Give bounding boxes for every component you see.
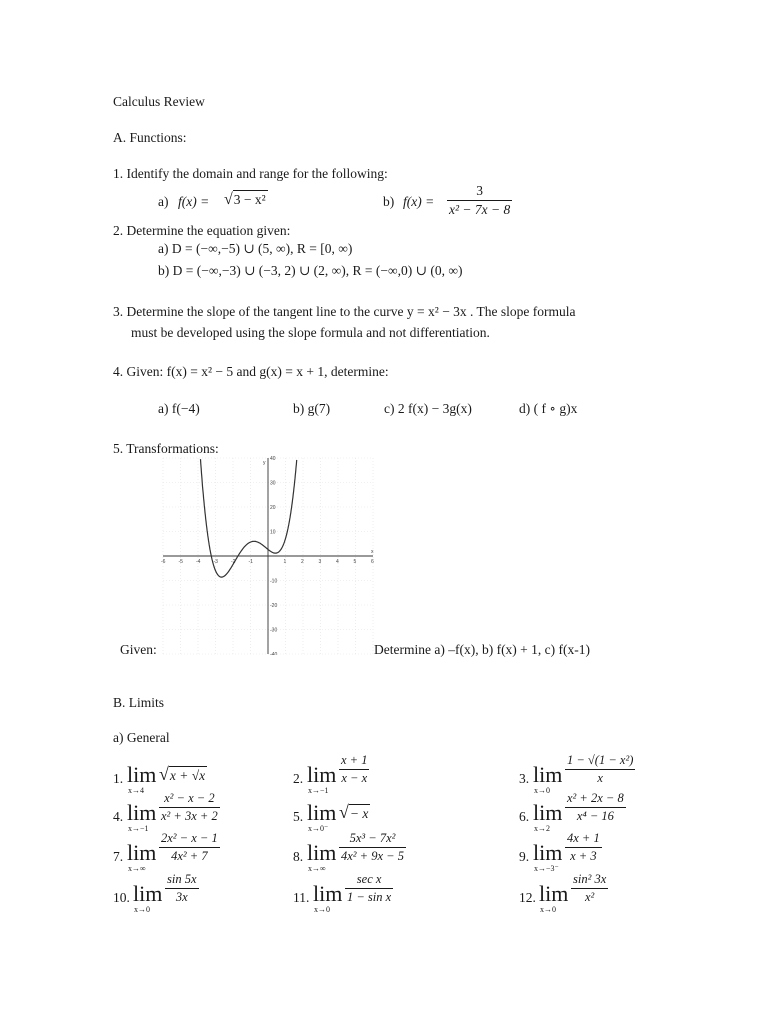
limit-fraction [565,792,626,822]
limit-fraction [159,832,220,862]
q3-line2: must be developed using the slope formula and not differentiation. [131,325,490,340]
y-tick-label: 20 [270,505,276,511]
x-tick-label: -5 [178,559,183,565]
q1-prompt: 1. Identify the domain and range for the following: [113,166,388,181]
x-axis-label: x [371,549,374,555]
numerator: x² + 2x − 8 [567,791,624,805]
q2-prompt: 2. Determine the equation given: [113,223,291,238]
q1b-expression: f(x) = [403,194,435,209]
denominator: 4x² + 9x − 5 [341,848,404,863]
denominator: x − x [341,770,368,785]
problem-number: 8. [293,849,304,864]
problem-number: 9. [519,849,530,864]
x-tick-label: -4 [196,559,201,565]
q4d-text: d) ( f ∘ g)x [519,401,578,416]
problem-number: 6. [519,809,530,824]
q2a-text: a) D = (−∞,−5) ∪ (5, ∞), R = [0, ∞) [158,241,353,256]
x-tick-label: 3 [318,559,322,565]
limit-fraction [339,754,369,784]
y-tick-label: -30 [270,627,278,634]
lim-operator: lim x→∞ [307,840,337,873]
numerator: 2x² − x − 1 [161,831,218,845]
limit-fraction [159,792,220,822]
problem-number: 4. [113,809,124,824]
section-b-heading: B. Limits [113,695,165,710]
q5-given-label: Given: [120,642,157,657]
q1b-fraction: 3 x² − 7x − 8 [449,183,511,217]
lim-operator: lim x→∞ [127,840,157,873]
problem-number: 7. [113,849,124,864]
limit-fraction [571,873,608,903]
q4-prompt: 4. Given: f(x) = x² − 5 and g(x) = x + 1, determine: [113,364,389,379]
y-tick-label: 30 [270,480,276,487]
problem-number: 11. [293,890,310,905]
problem-number: 5. [293,809,304,824]
y-tick-label: 40 [270,456,276,462]
q2b-text: b) D = (−∞,−3) ∪ (−3, 2) ∪ (2, ∞), R = (−∞,0) ∪ (0, ∞) [158,263,463,278]
limit-fraction [565,754,635,784]
lim-operator: lim x→0 [533,762,563,795]
problem-number: 10. [113,890,130,905]
numerator: sin² 3x [573,872,607,886]
x-tick-label: 4 [336,559,339,565]
lim-operator: lim x→0 [133,881,163,914]
x-tick-label: -6 [161,559,166,565]
x-tick-label: 1 [283,559,287,565]
q1a-radical: √3 − x² [224,191,266,208]
y-tick-label: 10 [270,529,276,536]
q1a-label: a) [158,194,169,209]
q1b-label: b) [383,194,395,209]
limit-radical: √x + √x [159,764,206,784]
limit-fraction [565,832,602,862]
lim-operator: lim x→−1 [307,762,337,795]
numerator: 4x + 1 [567,831,600,845]
lim-operator: lim x→0⁻ [307,800,337,833]
x-tick-label: -2 [231,559,236,565]
lim-operator: lim x→−3⁻ [533,840,563,873]
q4c-text: c) 2 f(x) − 3g(x) [384,401,472,416]
page-title: Calculus Review [113,94,205,109]
denominator: 1 − sin x [347,889,392,904]
q5-prompt: 5. Transformations: [113,441,219,456]
denominator: 4x² + 7 [171,848,208,863]
denominator: x⁴ − 16 [576,808,614,823]
y-axis-label: y [263,460,266,466]
lim-operator: lim x→−1 [127,800,157,833]
denominator: x [597,770,603,785]
q4a-text: a) f(−4) [158,401,200,416]
limit-fraction [339,832,406,862]
problem-number: 1. [113,771,124,786]
problem-number: 12. [519,890,536,905]
limit-radical: √− x [339,802,369,822]
lim-operator: lim x→4 [127,762,157,795]
transformation-graph [160,455,380,655]
y-tick-label: -40 [270,652,278,655]
limit-fraction [345,873,393,903]
q5-determine-text: Determine a) –f(x), b) f(x) + 1, c) f(x-1) [374,642,591,657]
x-tick-label: 2 [301,559,304,565]
numerator: sec x [356,872,382,886]
x-tick-label: -1 [248,559,253,565]
numerator: sin 5x [167,872,197,886]
y-tick-label: -10 [270,578,278,585]
x-tick-label: 6 [371,559,374,565]
lim-operator: lim x→0 [313,881,343,914]
numerator: x² − x − 2 [164,791,215,805]
denominator: x² + 3x + 2 [161,808,218,823]
numerator: x + 1 [341,753,368,767]
x-tick-label: -3 [213,559,218,565]
denominator: x² [584,889,595,904]
denominator: 3x [175,889,188,904]
numerator: 1 − √(1 − x²) [567,753,634,767]
limit-fraction [165,873,199,903]
y-tick-label: -20 [270,603,278,609]
q3-line1: 3. Determine the slope of the tangent line to the curve y = x² − 3x . The slope formula [113,304,576,319]
numerator: 5x³ − 7x² [349,831,396,845]
section-b-subheading: a) General [113,730,170,745]
section-a-heading: A. Functions: [113,130,187,145]
x-tick-label: 5 [353,559,357,565]
lim-operator: lim x→2 [533,800,563,833]
lim-operator: lim x→0 [539,881,569,914]
denominator: x + 3 [570,848,597,863]
q1a-expression: f(x) = [178,194,210,209]
problem-number: 2. [293,771,304,786]
problem-number: 3. [519,771,530,786]
q4b-text: b) g(7) [293,401,331,416]
